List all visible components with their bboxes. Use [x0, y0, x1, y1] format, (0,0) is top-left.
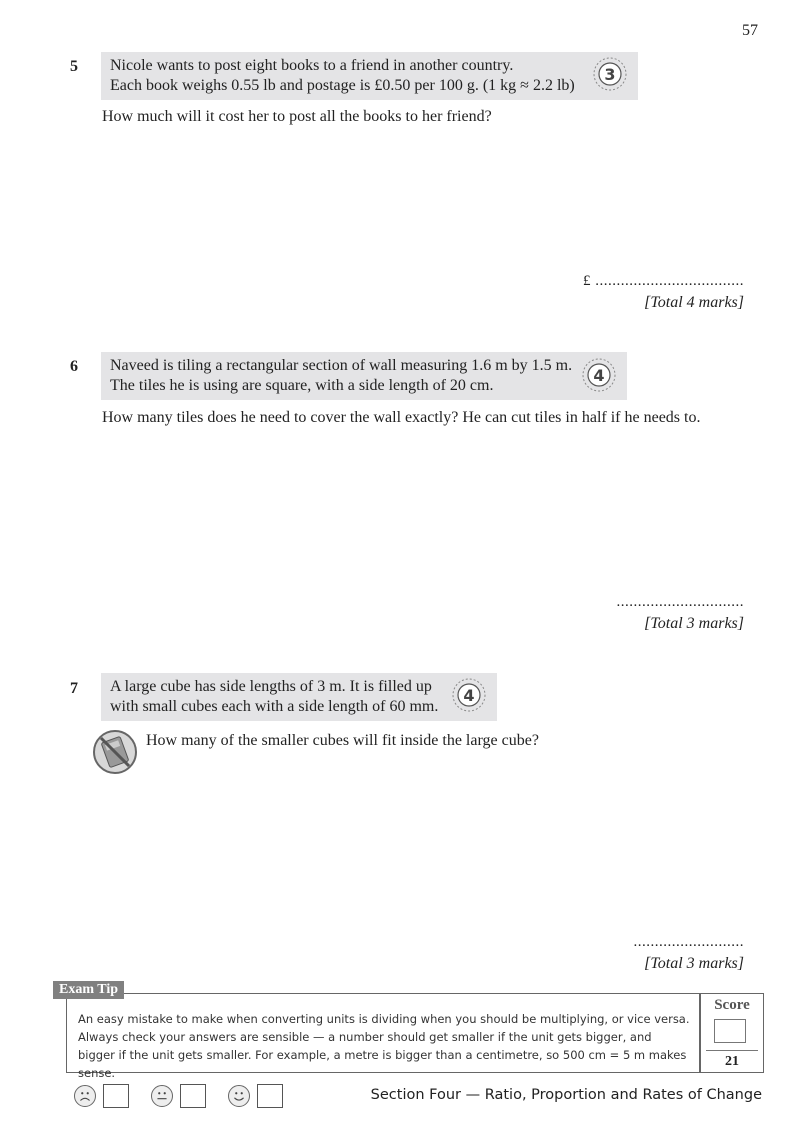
- footer-section-title: Section Four — Ratio, Proportion and Rates of Change: [370, 1087, 762, 1103]
- score-label: Score: [714, 997, 750, 1013]
- score-total: 21: [725, 1054, 739, 1069]
- question-text-line: A large cube has side lengths of 3 m. It is filled up: [110, 678, 432, 695]
- neutral-checkbox[interactable]: [180, 1084, 206, 1108]
- page-number: 57: [742, 22, 758, 39]
- grade-badge-icon: [451, 677, 487, 713]
- question-text-line: Naveed is tiling a rectangular section of wall measuring 1.6 m by 1.5 m.: [110, 357, 573, 374]
- no-calculator-icon: [91, 728, 139, 776]
- question-number: 7: [70, 680, 78, 697]
- question-7-box: [101, 673, 497, 721]
- grade-badge-icon: [581, 357, 617, 393]
- score-divider: [706, 1050, 758, 1051]
- total-marks: [Total 3 marks]: [644, 955, 744, 972]
- sad-checkbox[interactable]: [103, 1084, 129, 1108]
- exam-tip-label: Exam Tip: [53, 981, 124, 999]
- question-prompt: How many of the smaller cubes will fit inside the large cube?: [146, 732, 539, 749]
- answer-line[interactable]: ..............................: [616, 594, 744, 610]
- total-marks: [Total 4 marks]: [644, 294, 744, 311]
- question-text-line: with small cubes each with a side length of 60 mm.: [110, 698, 439, 715]
- answer-line[interactable]: £ ...................................: [583, 273, 744, 289]
- happy-face-icon: [228, 1085, 250, 1107]
- total-marks: [Total 3 marks]: [644, 615, 744, 632]
- answer-line[interactable]: ..........................: [633, 934, 744, 950]
- question-text-line: Nicole wants to post eight books to a friend in another country.: [110, 57, 514, 74]
- score-input[interactable]: [714, 1019, 746, 1043]
- neutral-face-icon: [151, 1085, 173, 1107]
- grade-value: 4: [463, 686, 475, 705]
- question-text-line: The tiles he is using are square, with a side length of 20 cm.: [110, 377, 494, 394]
- happy-checkbox[interactable]: [257, 1084, 283, 1108]
- grade-value: 3: [604, 65, 616, 84]
- question-number: 6: [70, 358, 78, 375]
- question-6-box: [101, 352, 627, 400]
- question-5-box: [101, 52, 638, 100]
- grade-badge-icon: [592, 56, 628, 92]
- question-prompt: How much will it cost her to post all the books to her friend?: [102, 108, 492, 125]
- grade-value: 4: [593, 366, 605, 385]
- question-number: 5: [70, 58, 78, 75]
- sad-face-icon: [74, 1085, 96, 1107]
- question-prompt: How many tiles does he need to cover the wall exactly? He can cut tiles in half if he needs to.: [102, 409, 701, 426]
- exam-tip-text: An easy mistake to make when converting units is dividing when you should be multiplying, or vice versa. Always check your answers are sensible — a number should get smaller if the unit gets bigger, and bigger if the unit gets smaller. For example, a metre is bigger than a centimetre, so 500 cm = 5 m makes sense.: [78, 1012, 690, 1080]
- question-text-line: Each book weighs 0.55 lb and postage is £0.50 per 100 g. (1 kg ≈ 2.2 lb): [110, 77, 575, 94]
